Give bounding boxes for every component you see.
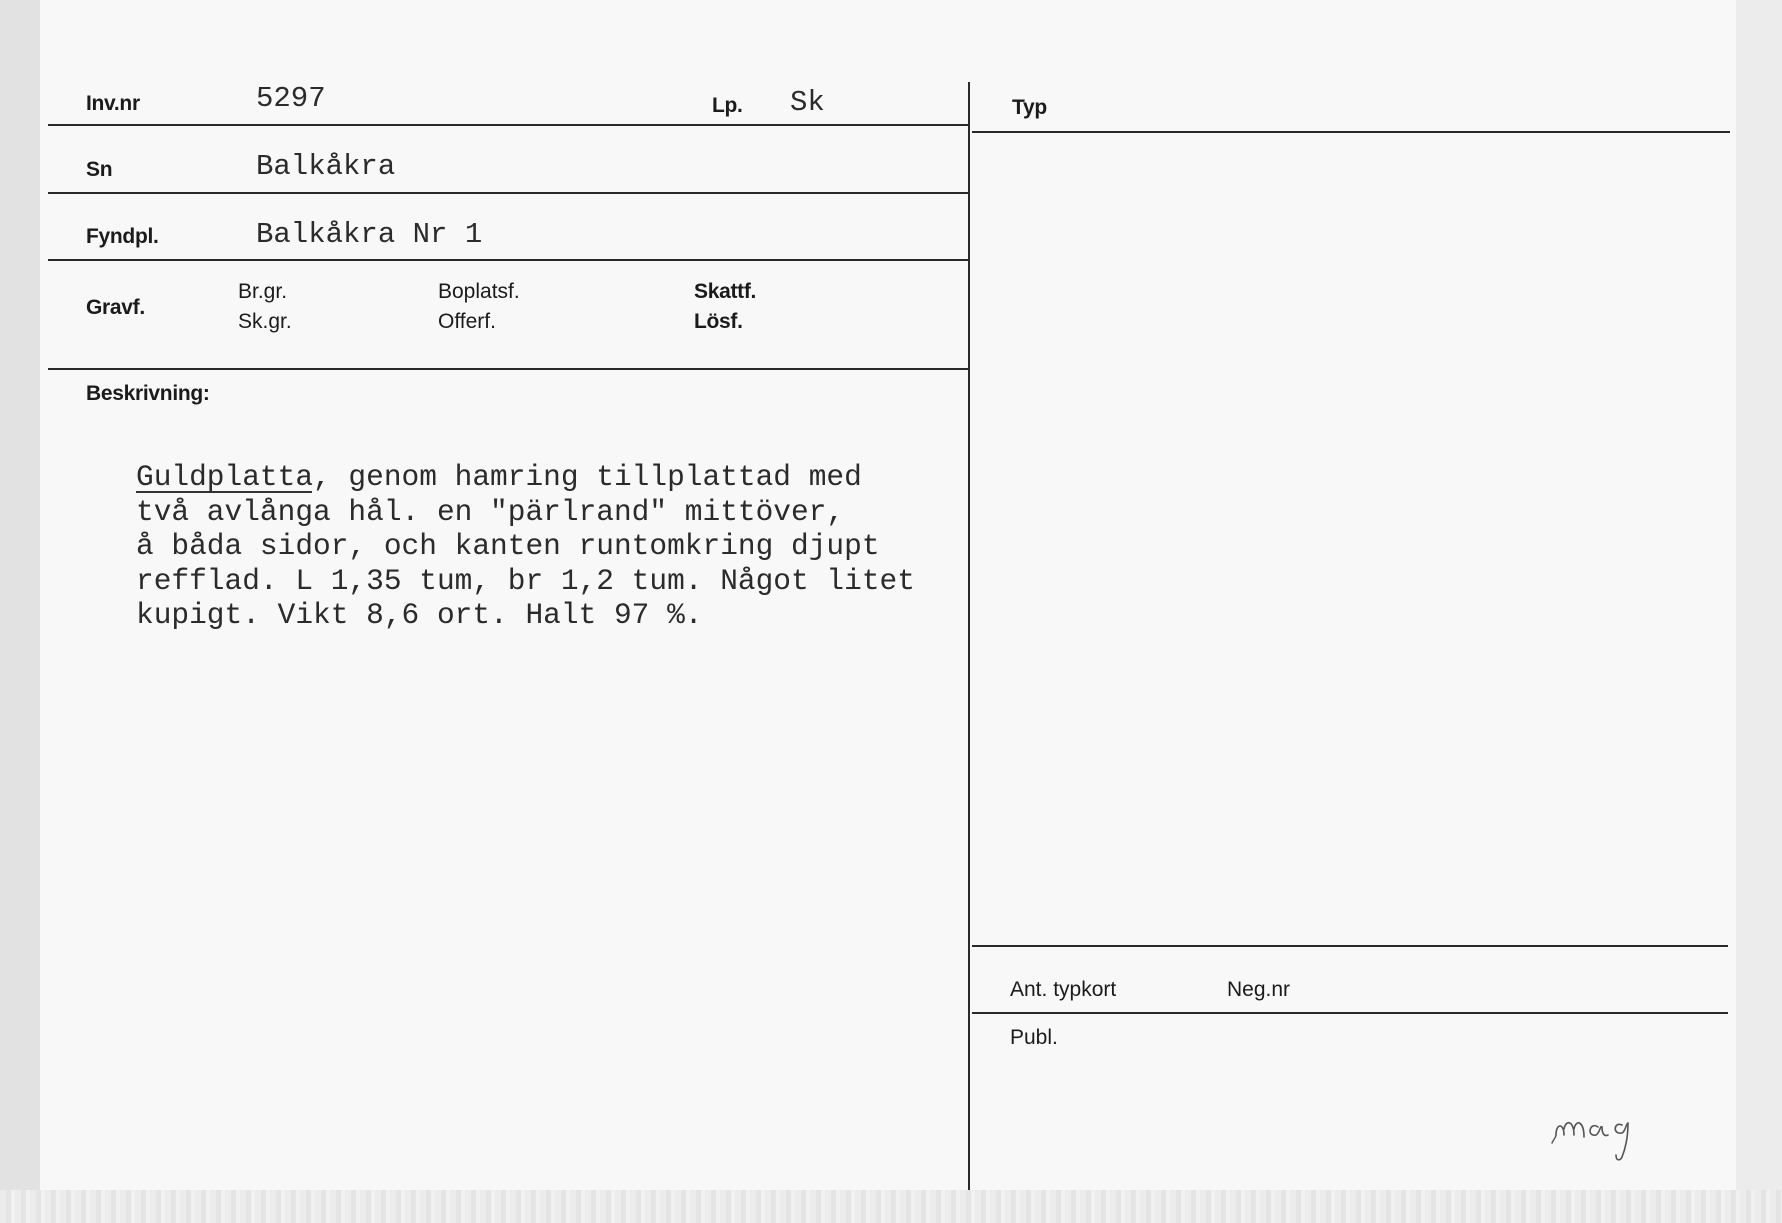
fyndpl-label: Fyndpl.: [86, 225, 159, 248]
description-line-3: å båda sidor, och kanten runtomkring djupt: [136, 529, 880, 563]
scan-edge: [1736, 0, 1782, 1223]
rule-typ-bottom: [972, 945, 1728, 947]
scan-bottom-strip: [0, 1190, 1782, 1223]
handwritten-underline: [136, 491, 312, 493]
losf-label: Lösf.: [694, 310, 743, 333]
handwritten-note: [1550, 1095, 1670, 1165]
skgr-label: Sk.gr.: [238, 310, 292, 333]
description-line-5: kupigt. Vikt 8,6 ort. Halt 97 %.: [136, 598, 703, 632]
ant-typkort-label: Ant. typkort: [1010, 978, 1117, 1001]
description-line-2: två avlånga hål. en "pärlrand" mittöver,: [136, 494, 845, 529]
rule-typ: [972, 131, 1730, 133]
rule-invnr: [48, 124, 968, 126]
rule-sn: [48, 192, 968, 194]
sn-value: Balkåkra: [256, 150, 396, 183]
invnr-value: 5297: [256, 82, 326, 115]
negnr-label: Neg.nr: [1227, 978, 1291, 1001]
rule-fyndpl: [48, 259, 968, 261]
sn-label: Sn: [86, 158, 113, 181]
lp-value: Sk: [790, 86, 825, 119]
beskrivning-label: Beskrivning:: [86, 382, 210, 405]
typ-label: Typ: [1012, 96, 1047, 119]
description-line-1: Guldplatta, genom hamring tillplattad med: [136, 460, 862, 494]
brgr-label: Br.gr.: [238, 280, 288, 303]
lp-label: Lp.: [712, 94, 743, 117]
gravf-label: Gravf.: [86, 296, 145, 319]
offerf-label: Offerf.: [438, 310, 496, 333]
column-divider: [968, 82, 970, 1190]
fyndpl-value: Balkåkra Nr 1: [256, 218, 483, 251]
description-text: [136, 460, 936, 633]
skattf-label: Skattf.: [694, 280, 757, 303]
rule-gravf: [48, 368, 968, 370]
rule-negnr: [972, 1012, 1728, 1014]
invnr-label: Inv.nr: [86, 92, 140, 115]
boplatsf-label: Boplatsf.: [438, 280, 520, 303]
publ-label: Publ.: [1010, 1026, 1058, 1049]
description-line-4: refflad. L 1,35 tum, br 1,2 tum. Något litet: [136, 563, 915, 598]
